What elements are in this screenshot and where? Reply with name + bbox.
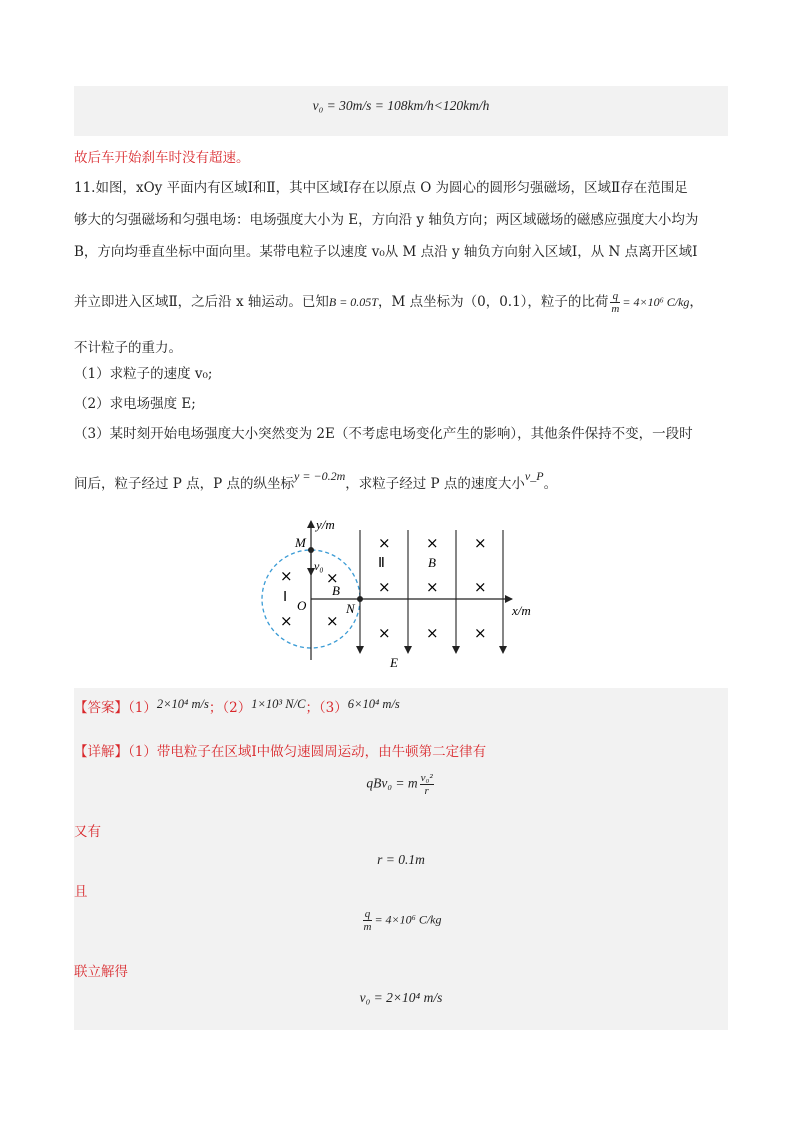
eq1-left: qBv₀ = m xyxy=(366,775,418,791)
answer-label: 【答案】 xyxy=(74,700,128,716)
eq1-den: r xyxy=(424,785,429,797)
solution-intro xyxy=(74,742,486,762)
equation-4: v₀ = 2×10⁴ m/s xyxy=(359,990,443,1005)
problem-line-2: 够大的匀强磁场和匀强电场：电场强度大小为 E，方向沿 y 轴负方向；两区域磁场的磁感应强度大小均为 xyxy=(74,212,699,228)
problem-line-5: 不计粒子的重力。 xyxy=(74,340,182,356)
equation-3 xyxy=(74,908,728,933)
b-value: B = 0.05T xyxy=(328,295,378,309)
cross-mark: × xyxy=(426,534,439,552)
label-region-1: Ⅰ xyxy=(283,590,288,605)
eq3-fraction xyxy=(363,908,373,933)
cross-mark: × xyxy=(280,612,293,630)
cross-mark: × xyxy=(426,624,439,642)
p-y-value: y = −0.2m xyxy=(294,469,346,483)
cross-mark: × xyxy=(378,578,391,596)
vp-symbol: v_P xyxy=(524,469,544,483)
problem-line-1: 11.如图，xOy 平面内有区域Ⅰ和Ⅱ，其中区域Ⅰ存在以原点 O 为圆心的圆形匀强磁场，区域Ⅱ存在范围足 xyxy=(74,180,688,196)
answer-part-3-label: ；（3） xyxy=(305,700,348,716)
q3-e: 。 xyxy=(543,476,558,492)
label-o: O xyxy=(297,598,307,613)
answer-line xyxy=(74,698,400,718)
solution-intro-text: （1）带电粒子在区域Ⅰ中做匀速圆周运动，由牛顿第二定律有 xyxy=(128,744,487,760)
q3-c: ，求粒子经过 P 点的速度大小 xyxy=(345,476,525,492)
question-1: （1）求粒子的速度 v₀; xyxy=(74,366,213,382)
cross-mark: × xyxy=(474,578,487,596)
problem-line-4-e: ， xyxy=(689,294,703,310)
eq3-right: = 4×10⁶ C/kg xyxy=(374,912,442,927)
label-n: N xyxy=(346,601,355,616)
answer-part-2-value: 1×10³ N/C xyxy=(251,697,306,711)
point-m-dot xyxy=(308,547,314,553)
charge-mass-fraction xyxy=(610,290,620,315)
problem-line-4 xyxy=(74,290,703,315)
question-3: （3）某时刻开始电场强度大小突然变为 2E（不考虑电场变化产生的影响），其他条件保持不变，一段时 xyxy=(74,426,693,442)
cross-mark: × xyxy=(474,534,487,552)
label-b-right: B xyxy=(428,555,436,570)
answer-part-2-label: ；（2） xyxy=(208,700,252,716)
cross-mark: × xyxy=(326,612,339,630)
physics-diagram xyxy=(250,515,550,675)
problem-line-4-a: 并立即进入区域Ⅱ，之后沿 x 轴运动。已知 xyxy=(74,294,329,310)
label-v0: v₀ xyxy=(314,559,324,573)
eq1-fraction xyxy=(420,772,434,797)
equation-2: r = 0.1m xyxy=(377,852,425,867)
y-axis-label: y/m xyxy=(316,517,335,532)
frac-num: q xyxy=(610,290,620,303)
cross-mark: × xyxy=(280,567,293,585)
cross-mark: × xyxy=(426,578,439,596)
problem-line-3: B，方向均垂直坐标中面向里。某带电粒子以速度 v₀从 M 点沿 y 轴负方向射入区域Ⅰ，从 N 点离开区域Ⅰ xyxy=(74,244,698,260)
solution-label: 【详解】 xyxy=(74,744,128,760)
problem-line-4-c: ，M 点坐标为（0，0.1），粒子的比荷 xyxy=(377,294,609,310)
cross-mark: × xyxy=(474,624,487,642)
label-b-left: B xyxy=(332,583,340,598)
also-have-text: 又有 xyxy=(74,824,101,840)
eq1-num: v₀² xyxy=(420,772,433,784)
question-3-line-2 xyxy=(74,469,558,494)
answer-part-1-value: 2×10⁴ m/s xyxy=(156,697,209,711)
equation-1 xyxy=(74,772,728,797)
and-text: 且 xyxy=(74,884,88,900)
top-conclusion: 故后车开始刹车时没有超速。 xyxy=(74,150,250,166)
label-region-2: Ⅱ xyxy=(378,556,385,571)
x-axis-label: x/m xyxy=(512,603,531,618)
q3-a: 间后，粒子经过 P 点，P 点的纵坐标 xyxy=(74,476,295,492)
cross-mark: × xyxy=(378,534,391,552)
charge-mass-value: = 4×10⁶ C/kg xyxy=(622,295,690,309)
cross-mark: × xyxy=(378,624,391,642)
question-2: （2）求电场强度 E; xyxy=(74,396,196,412)
answer-part-3-value: 6×10⁴ m/s xyxy=(347,697,400,711)
eq3-den: m xyxy=(363,921,372,933)
answer-part-1-label: （1） xyxy=(128,700,157,716)
solve-text: 联立解得 xyxy=(74,964,128,980)
top-formula: v₀ = 30m/s = 108km/h<120km/h xyxy=(312,98,490,113)
point-n-dot xyxy=(357,596,363,602)
eq3-num: q xyxy=(363,908,373,921)
label-e: E xyxy=(390,655,398,670)
label-m: M xyxy=(295,535,306,550)
frac-den: m xyxy=(611,303,620,315)
cross-mark: × xyxy=(326,569,339,587)
